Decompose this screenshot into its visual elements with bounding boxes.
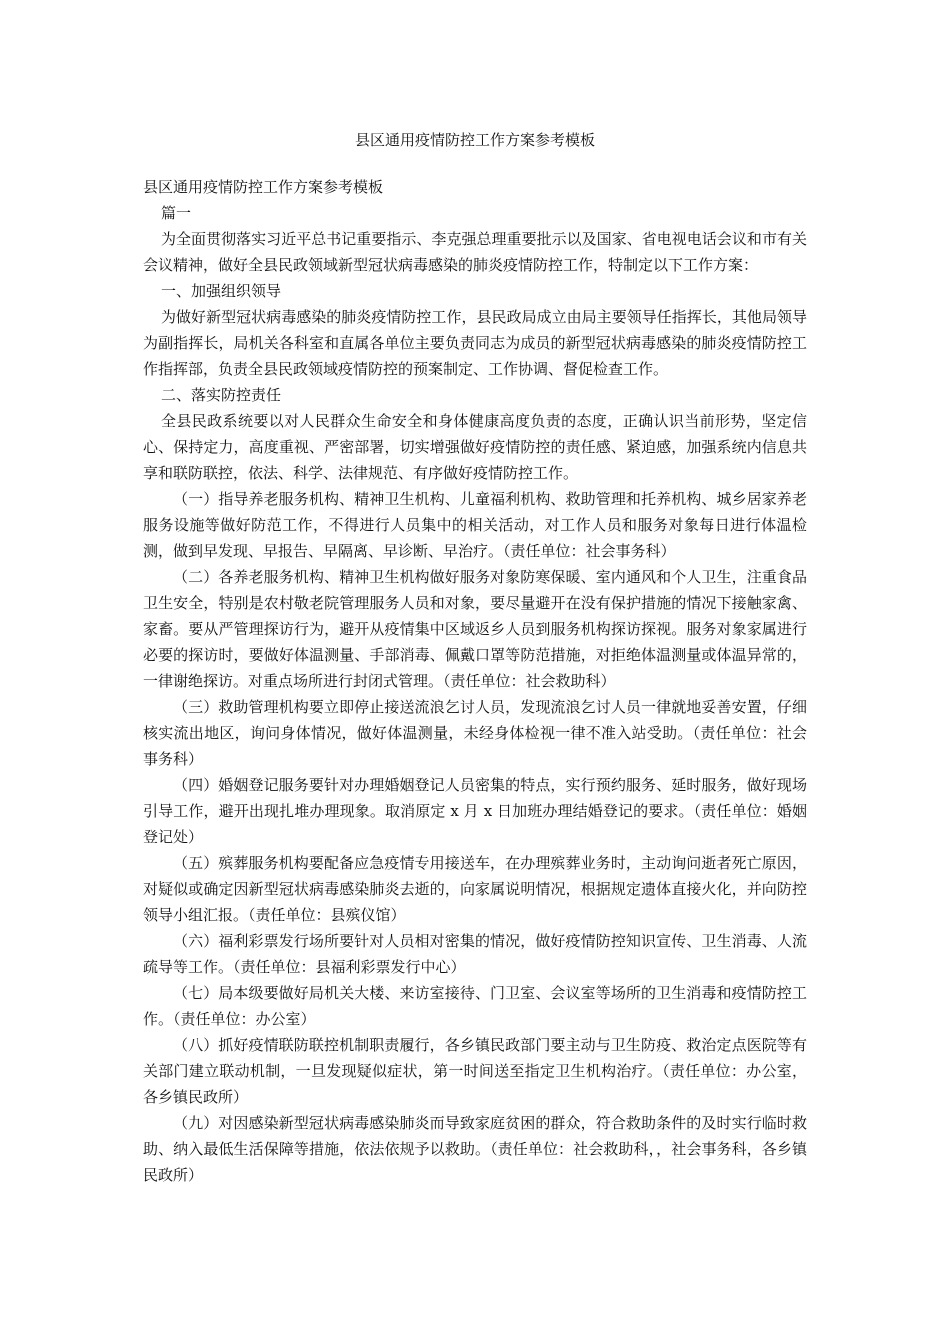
document-body	[143, 174, 807, 1188]
paragraph: 为全面贯彻落实习近平总书记重要指示、李克强总理重要批示以及国家、省电视电话会议和市有关会议精神，做好全县民政领域新型冠状病毒感染的肺炎疫情防控工作，特制定以下工作方案：	[143, 230, 807, 274]
list-item: （四）婚姻登记服务要针对办理婚姻登记人员密集的特点，实行预约服务、延时服务，做好现场引导工作，避开出现扎堆办理现象。取消原定 x 月 x 日加班办理结婚登记的要求。（责任单位：婚姻登记处）	[143, 776, 807, 846]
list-item: （九）对因感染新型冠状病毒感染肺炎而导致家庭贫困的群众，符合救助条件的及时实行临时救助、纳入最低生活保障等措施，依法依规予以救助。（责任单位：社会救助科，，社会事务科，各乡镇民政所）	[143, 1114, 807, 1184]
list-item: （三）救助管理机构要立即停止接送流浪乞讨人员，发现流浪乞讨人员一律就地妥善安置，仔细核实流出地区，询问身体情况，做好体温测量，未经身体检视一律不准入站受助。（责任单位：社会事务科）	[143, 698, 807, 768]
section-heading: 二、落实防控责任	[161, 386, 282, 404]
document-title: 县区通用疫情防控工作方案参考模板	[354, 131, 595, 149]
part-label: 篇一	[161, 204, 192, 222]
list-item: （八）抓好疫情联防联控机制职责履行，各乡镇民政部门要主动与卫生防疫、救治定点医院等有关部门建立联动机制，一旦发现疑似症状，第一时间送至指定卫生机构治疗。（责任单位：办公室，各乡镇民政所）	[143, 1036, 807, 1106]
list-item: （五）殡葬服务机构要配备应急疫情专用接送车，在办理殡葬业务时，主动询问逝者死亡原因，对疑似或确定因新型冠状病毒感染肺炎去逝的，向家属说明情况，根据规定遗体直接火化，并向防控领导小组汇报。（责任单位：县殡仪馆）	[143, 854, 807, 924]
paragraph: 全县民政系统要以对人民群众生命安全和身体健康高度负责的态度，正确认识当前形势，坚定信心、保持定力，高度重视、严密部署，切实增强做好疫情防控的责任感、紧迫感，加强系统内信息共享和联防联控，依法、科学、法律规范、有序做好疫情防控工作。	[143, 412, 807, 482]
paragraph: 为做好新型冠状病毒感染的肺炎疫情防控工作，县民政局成立由局主要领导任指挥长，其他局领导为副指挥长，局机关各科室和直属各单位主要负责同志为成员的新型冠状病毒感染的肺炎疫情防控工作指挥部，负责全县民政领域疫情防控的预案制定、工作协调、督促检查工作。	[143, 308, 807, 378]
document-heading: 县区通用疫情防控工作方案参考模板	[143, 178, 384, 196]
list-item: （七）局本级要做好局机关大楼、来访室接待、门卫室、会议室等场所的卫生消毒和疫情防控工作。（责任单位：办公室）	[143, 984, 807, 1028]
list-item: （一）指导养老服务机构、精神卫生机构、儿童福利机构、救助管理和托养机构、城乡居家养老服务设施等做好防范工作，不得进行人员集中的相关活动，对工作人员和服务对象每日进行体温检测，做到早发现、早报告、早隔离、早诊断、早治疗。（责任单位：社会事务科）	[143, 490, 807, 560]
list-item: （六）福利彩票发行场所要针对人员相对密集的情况，做好疫情防控知识宣传、卫生消毒、人流疏导等工作。（责任单位：县福利彩票发行中心）	[143, 932, 807, 976]
section-heading: 一、加强组织领导	[161, 282, 282, 300]
list-item: （二）各养老服务机构、精神卫生机构做好服务对象防寒保暖、室内通风和个人卫生，注重食品卫生安全，特别是农村敬老院管理服务人员和对象，要尽量避开在没有保护措施的情况下接触家禽、家畜。要从严管理探访行为，避开从疫情集中区域返乡人员到服务机构探访探视。服务对象家属进行必要的探访时，要做好体温测量、手部消毒、佩戴口罩等防范措施，对拒绝体温测量或体温异常的，一律谢绝探访。对重点场所进行封闭式管理。（责任单位：社会救助科）	[143, 568, 807, 690]
